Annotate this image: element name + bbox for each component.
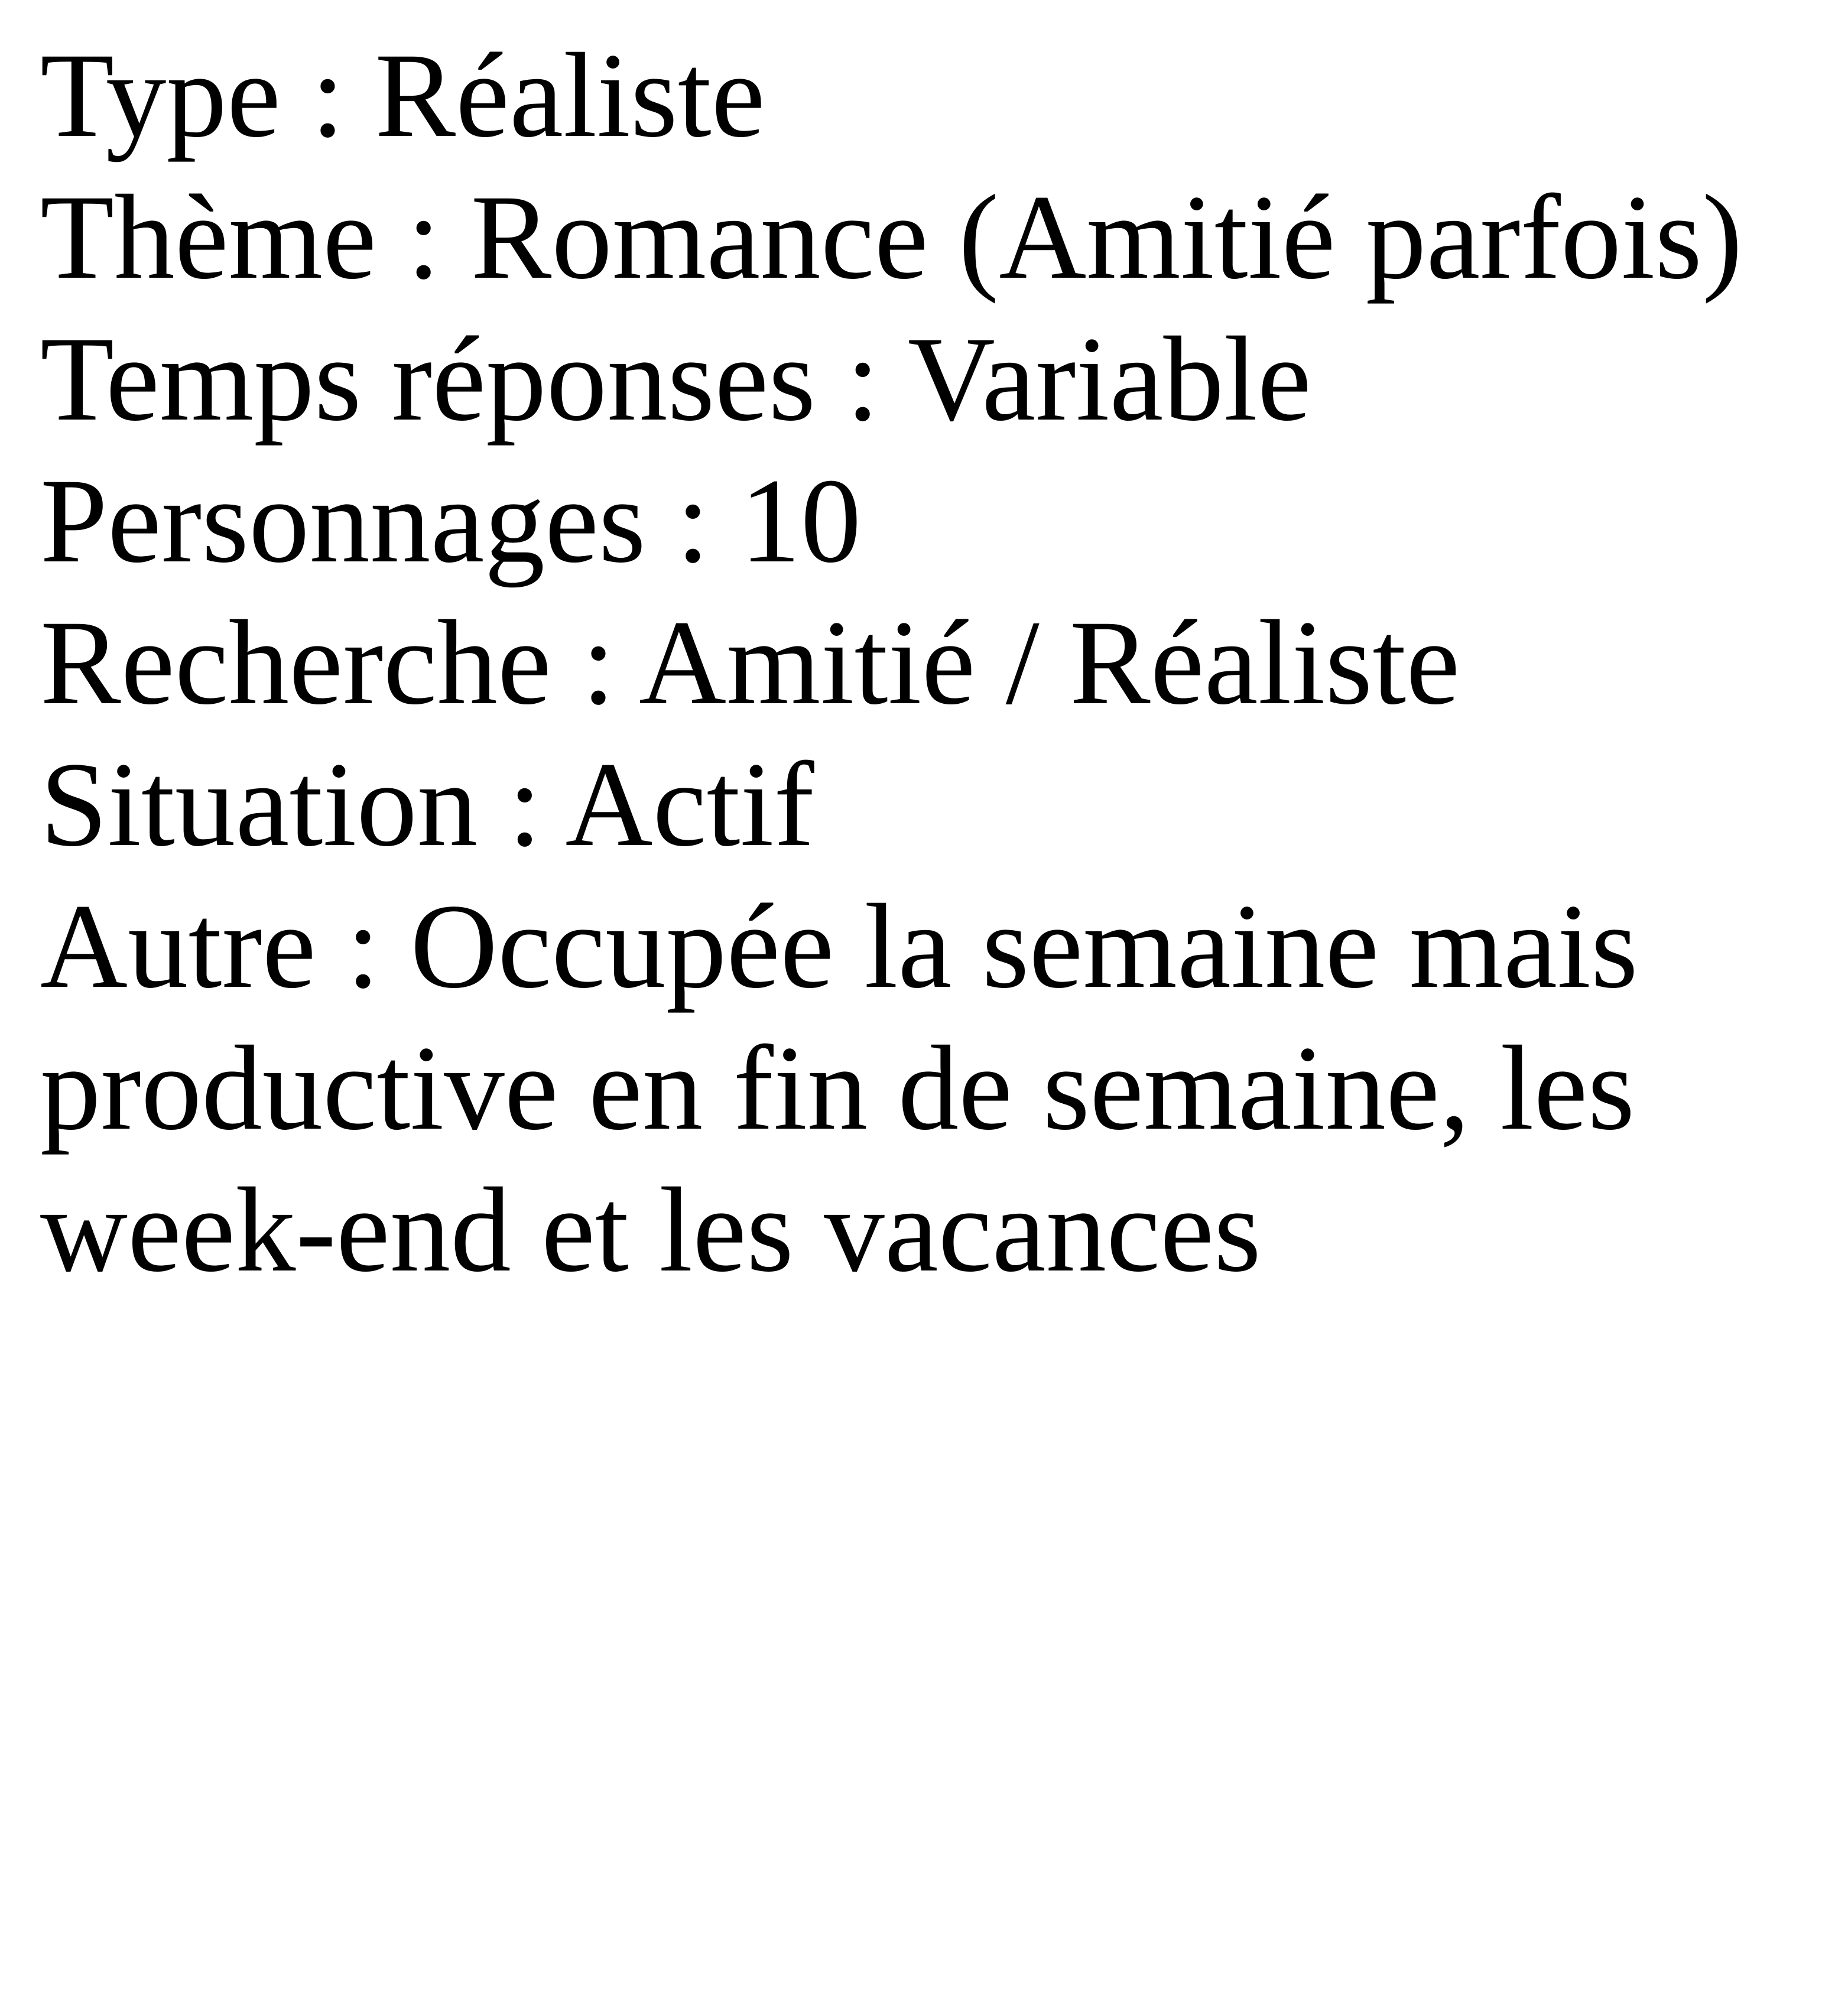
other-line-2: productive en fin de semaine, les [40, 1021, 1635, 1155]
other-line-3: week-end et les vacances [40, 1163, 1261, 1297]
type-line: Type : Réaliste [40, 28, 765, 163]
characters-line: Personnages : 10 [40, 454, 862, 588]
situation-line: Situation : Actif [40, 737, 814, 872]
theme-line: Thème : Romance (Amitié parfois) [40, 170, 1743, 304]
other-line-1: Autre : Occupée la semaine mais [40, 879, 1638, 1013]
search-line: Recherche : Amitié / Réaliste [40, 596, 1460, 730]
response-time-line: Temps réponses : Variable [40, 312, 1311, 446]
document-body [40, 25, 1789, 1301]
